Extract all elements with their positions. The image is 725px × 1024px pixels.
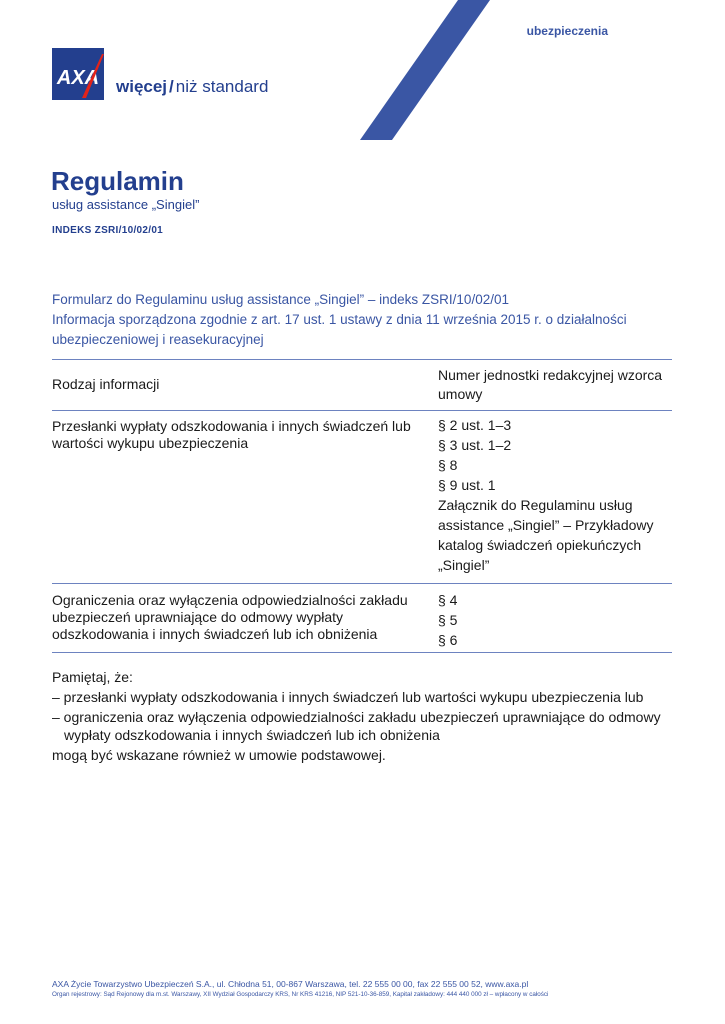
- information-table: [52, 359, 672, 653]
- reference-item: § 6: [438, 632, 458, 648]
- tagline-rest: niż standard: [175, 77, 269, 96]
- reference-item: § 2 ust. 1–3: [438, 417, 512, 433]
- reference-item: § 9 ust. 1: [438, 477, 496, 493]
- table-row-refs: [438, 411, 672, 583]
- document-index: INDEKS ZSRI/10/02/01: [52, 225, 164, 236]
- brand-tag: ubezpieczenia: [526, 24, 608, 38]
- table-row-refs: [438, 584, 672, 652]
- intro-block: [52, 290, 682, 350]
- brand-tagline: [116, 77, 268, 97]
- table-header-left: Rodzaj informacji: [52, 376, 160, 392]
- reference-item: Załącznik do Regulaminu usług assistance „Singiel” – Przykładowy katalog świadczeń opiekuńczych „Singiel”: [438, 497, 654, 573]
- footer-registry-line: Organ rejestrowy: Sąd Rejonowy dla m.st. Warszawy, XII Wydział Gospodarczy KRS, Nr KRS 41216, NIP 521-10-36-859, Kapitał zakładowy: 444 440 000 zł – wpłacony w całości: [52, 991, 549, 998]
- table-row-label: Ograniczenia oraz wyłączenia odpowiedzialności zakładu ubezpieczeń uprawniające do odmowy wypłaty odszkodowania i innych świadczeń lub ich obniżenia: [52, 592, 408, 642]
- intro-line-2: Informacja sporządzona zgodnie z art. 17 ust. 1 ustawy z dnia 11 września 2015 r. o działalności ubezpieczeniowej i reasekuracyjnej: [52, 312, 627, 347]
- table-row: [52, 583, 672, 653]
- document-title: Regulamin: [51, 166, 184, 196]
- reference-item: § 5: [438, 612, 458, 628]
- page-footer: [52, 979, 682, 998]
- tagline-bold: więcej: [116, 77, 168, 96]
- table-row: [52, 410, 672, 583]
- axa-logo-icon: [52, 48, 104, 100]
- table-row-label: Przesłanki wypłaty odszkodowania i innych świadczeń lub wartości wykupu ubezpieczenia: [52, 418, 411, 451]
- intro-line-1: Formularz do Regulaminu usług assistance „Singiel” – indeks ZSRI/10/02/01: [52, 292, 509, 307]
- reference-item: § 8: [438, 457, 458, 473]
- reminder-intro: Pamiętaj, że:: [52, 669, 133, 685]
- reminder-item: – przesłanki wypłaty odszkodowania i innych świadczeń lub wartości wykupu ubezpieczenia lub: [52, 689, 644, 705]
- axa-logo: [52, 48, 104, 100]
- reference-item: § 4: [438, 592, 458, 608]
- reminder-item: – ograniczenia oraz wyłączenia odpowiedzialności zakładu ubezpieczeń uprawniające do odmowy wypłaty odszkodowania i innych świadczeń lub ich obniżenia: [52, 709, 661, 743]
- decorative-diagonal-stripe: [0, 0, 725, 140]
- svg-text:AXA: AXA: [56, 67, 100, 89]
- footer-company-line: AXA Życie Towarzystwo Ubezpieczeń S.A., ul. Chłodna 51, 00-867 Warszawa, tel. 22 555 00 00, fax 22 555 00 52, www.axa.pl: [52, 979, 529, 989]
- table-header-row: [52, 359, 672, 410]
- reminder-block: [52, 668, 682, 764]
- tagline-slash: /: [169, 77, 174, 96]
- reminder-closing: mogą być wskazane również w umowie podstawowej.: [52, 747, 386, 763]
- reference-item: § 3 ust. 1–2: [438, 437, 512, 453]
- document-subtitle: usług assistance „Singiel”: [52, 197, 200, 212]
- table-header-right: Numer jednostki redakcyjnej wzorca umowy: [438, 367, 663, 402]
